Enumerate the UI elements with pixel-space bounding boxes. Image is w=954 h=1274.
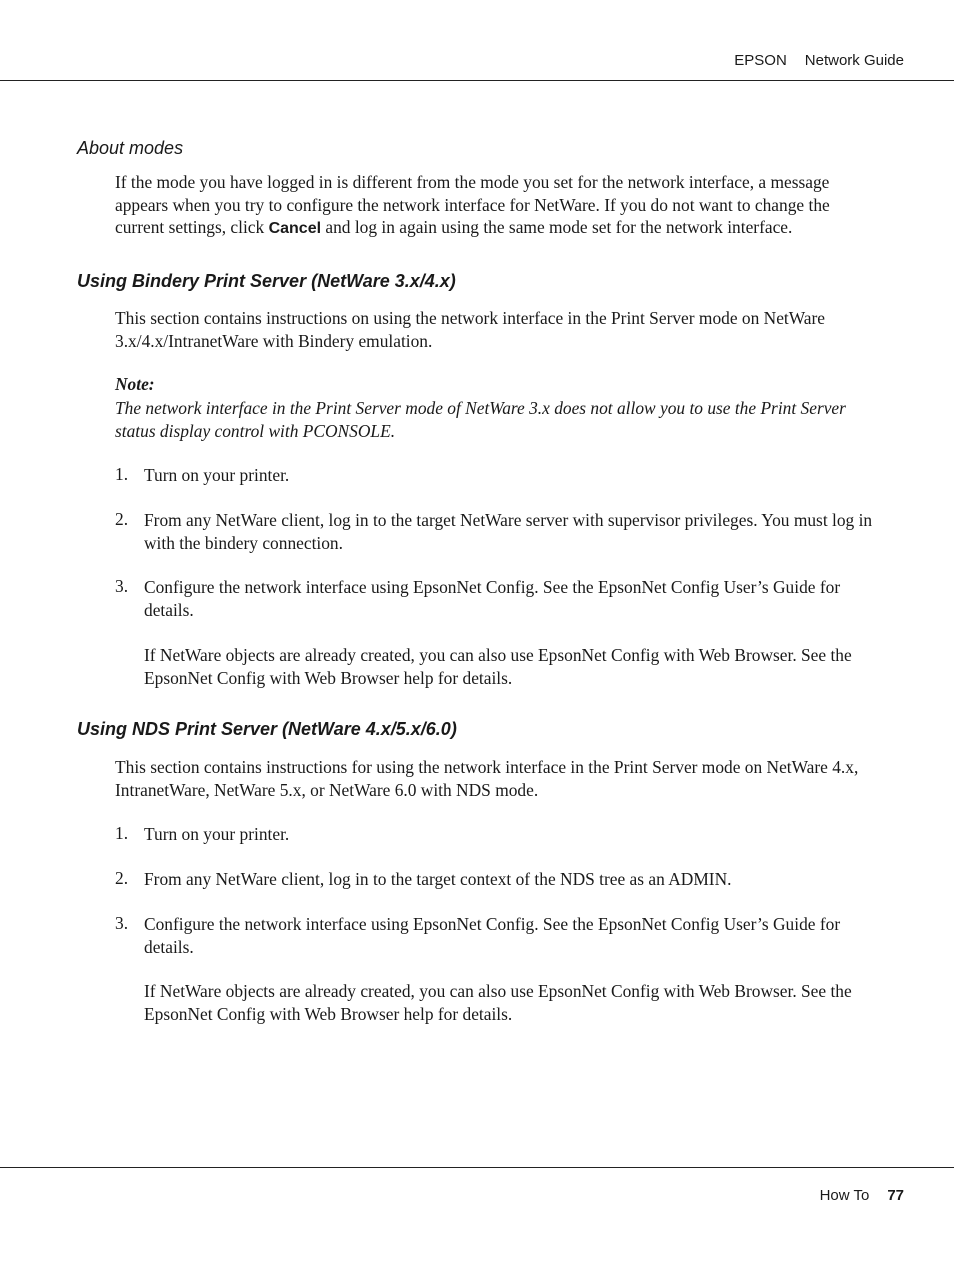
bindery-step-3-extra: If NetWare objects are already created, you can also use EpsonNet Config with Web Browser. See the EpsonNet Config with Web Browser help for details.: [144, 645, 852, 688]
nds-step-3-text: Configure the network interface using EpsonNet Config. See the EpsonNet Config User’s Guide for details.: [144, 914, 841, 957]
about-modes-text-after: and log in again using the same mode set for the network interface.: [321, 217, 793, 238]
header-brand: EPSON: [734, 52, 787, 69]
nds-step-1-text: Turn on your printer.: [144, 824, 290, 844]
bindery-step-2-number: 2.: [115, 509, 129, 529]
about-modes-text-before: If the mode you have logged in is different from the mode you set for the network interface, a message appears when you try to configure the network interface for NetWare. If you do not want to change the current settings, click: [115, 172, 830, 238]
nds-step-3-extra: If NetWare objects are already created, you can also use EpsonNet Config with Web Browser. See the EpsonNet Config with Web Browser help for details.: [144, 981, 852, 1024]
bindery-step-1-text: Turn on your printer.: [144, 465, 290, 485]
about-modes-heading: About modes: [77, 138, 184, 158]
nds-step-3-number: 3.: [115, 913, 129, 933]
note-label: Note:: [115, 374, 155, 394]
nds-step-1-number: 1.: [115, 823, 129, 843]
footer-section: How To: [819, 1187, 870, 1204]
running-footer: [820, 1187, 904, 1204]
page-number: 77: [887, 1187, 904, 1204]
header-rule: [0, 80, 954, 81]
running-header: [734, 52, 904, 69]
bindery-step-1-number: 1.: [115, 464, 129, 484]
bindery-step-2-text: From any NetWare client, log in to the target NetWare server with supervisor privileges. You must log in with the bindery connection.: [144, 510, 873, 553]
nds-step-2-text: From any NetWare client, log in to the target context of the NDS tree as an ADMIN.: [144, 869, 732, 889]
bindery-heading: Using Bindery Print Server (NetWare 3.x/4.x): [77, 271, 456, 291]
nds-step-2-number: 2.: [115, 868, 129, 888]
nds-heading: Using NDS Print Server (NetWare 4.x/5.x/6.0): [77, 719, 457, 739]
bindery-step-3-text: Configure the network interface using EpsonNet Config. See the EpsonNet Config User’s Guide for details.: [144, 577, 841, 620]
bindery-step-3-number: 3.: [115, 576, 129, 596]
cancel-label: Cancel: [268, 220, 322, 238]
header-title: Network Guide: [804, 52, 904, 69]
footer-rule: [0, 1167, 954, 1168]
note-text: The network interface in the Print Server mode of NetWare 3.x does not allow you to use the Print Server status display control with PCONSOLE.: [115, 398, 846, 441]
bindery-intro: This section contains instructions on using the network interface in the Print Server mode on NetWare 3.x/4.x/IntranetWare with Bindery emulation.: [115, 308, 825, 351]
about-modes-paragraph: [115, 171, 883, 241]
nds-intro: This section contains instructions for using the network interface in the Print Server mode on NetWare 4.x, IntranetWare, NetWare 5.x, or NetWare 6.0 with NDS mode.: [115, 757, 859, 800]
